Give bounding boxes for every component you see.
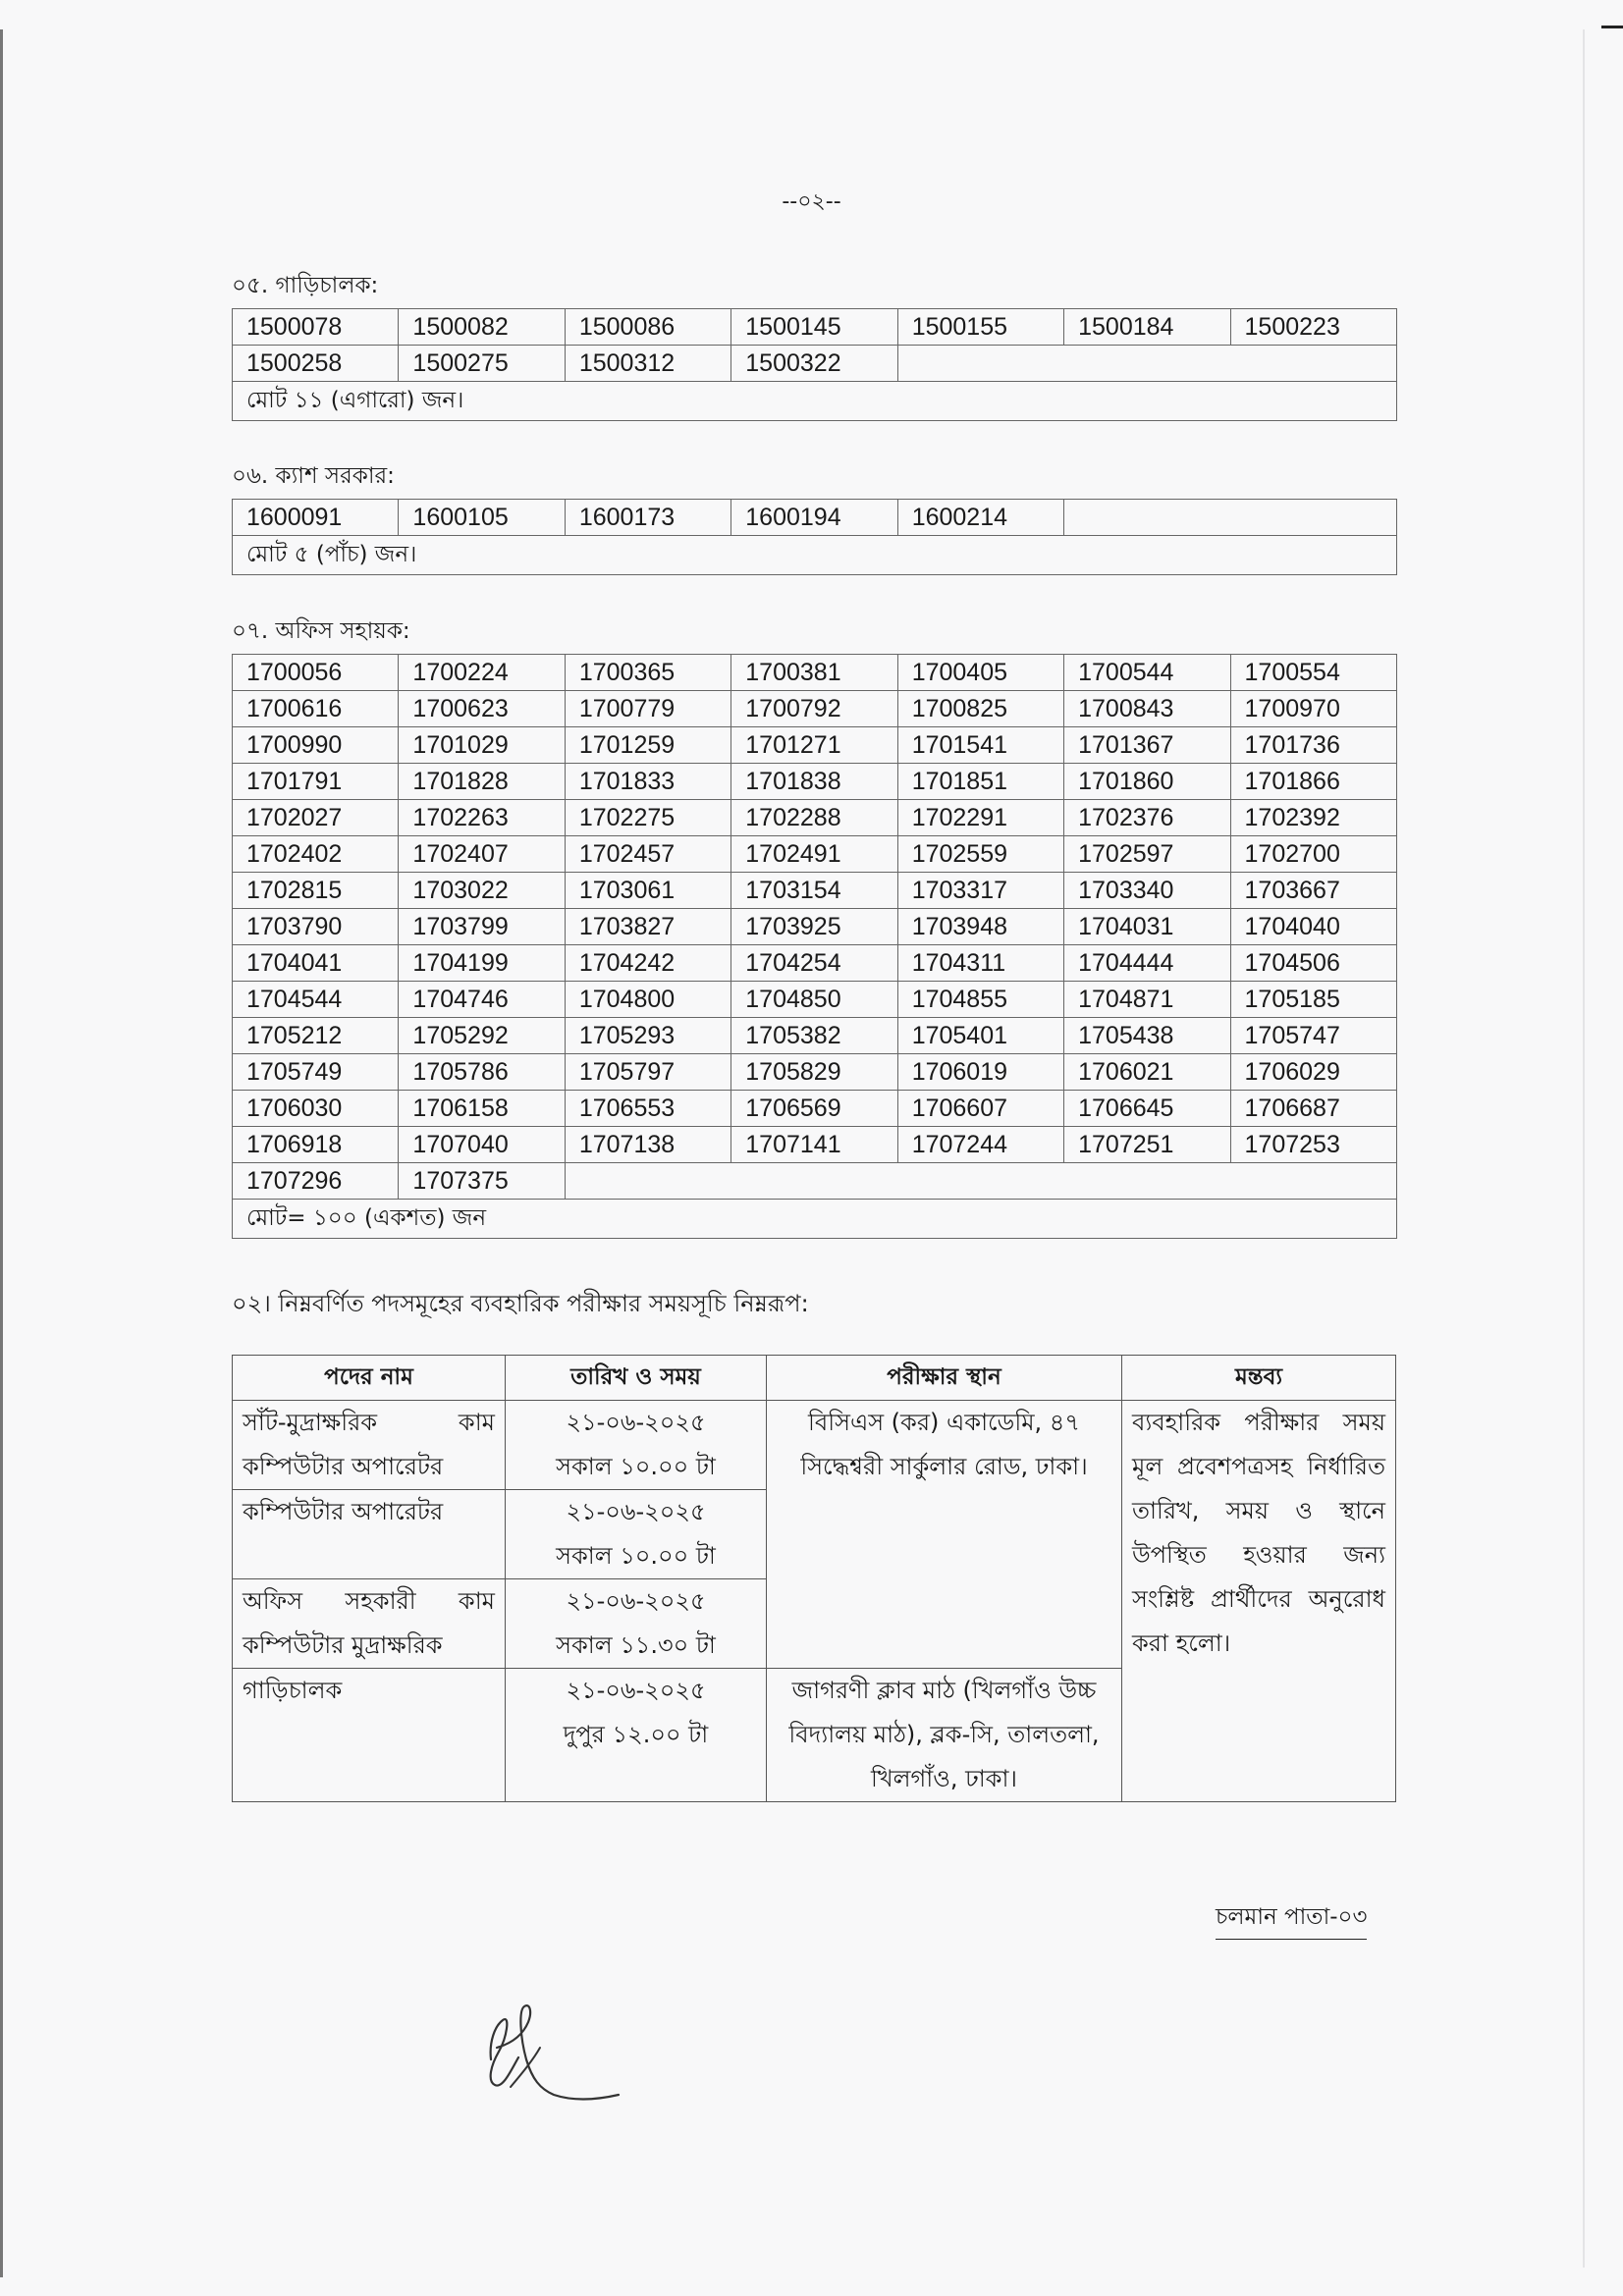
roll-cell: 1706645	[1064, 1091, 1230, 1127]
roll-cell: 1500184	[1064, 309, 1230, 346]
header-remark: মন্তব্য	[1122, 1356, 1396, 1401]
roll-cell: 1706021	[1064, 1054, 1230, 1091]
roll-cell: 1500145	[731, 309, 897, 346]
roll-cell: 1701367	[1064, 727, 1230, 764]
roll-cell: 1701838	[731, 764, 897, 800]
section-total: মোট= ১০০ (একশত) জন	[233, 1200, 1397, 1239]
roll-cell: 1706553	[565, 1091, 730, 1127]
roll-cell: 1705786	[399, 1054, 565, 1091]
table-row	[233, 1401, 1396, 1490]
roll-cell: 1701851	[897, 764, 1063, 800]
roll-cell: 1702407	[399, 836, 565, 873]
roll-cell: 1704544	[233, 982, 399, 1018]
roll-cell: 1705185	[1230, 982, 1396, 1018]
roll-cell: 1704199	[399, 945, 565, 982]
roll-cell: 1500275	[399, 346, 565, 382]
roll-cell: 1701866	[1230, 764, 1396, 800]
roll-cell: 1706687	[1230, 1091, 1396, 1127]
driver-roll-table	[232, 308, 1397, 421]
roll-cell: 1702288	[731, 800, 897, 836]
exam-time: দুপুর ১২.০০ টা	[563, 1721, 709, 1748]
empty-cell	[897, 346, 1396, 382]
roll-cell: 1703317	[897, 873, 1063, 909]
roll-cell: 1706029	[1230, 1054, 1396, 1091]
roll-cell: 1600214	[897, 500, 1063, 536]
roll-cell: 1702457	[565, 836, 730, 873]
roll-cell: 1700554	[1230, 655, 1396, 691]
roll-cell: 1701860	[1064, 764, 1230, 800]
section-title-driver: ০৫. গাড়িচালক:	[232, 273, 379, 298]
roll-cell: 1701736	[1230, 727, 1396, 764]
table-row	[233, 1054, 1397, 1091]
roll-cell: 1700056	[233, 655, 399, 691]
roll-cell: 1703790	[233, 909, 399, 945]
scan-left-edge	[0, 29, 3, 2277]
section-total: মোট ১১ (এগারো) জন।	[233, 382, 1397, 421]
roll-cell: 1704311	[897, 945, 1063, 982]
section-total: মোট ৫ (পাঁচ) জন।	[233, 536, 1397, 575]
post-name: সাঁট-মুদ্রাক্ষরিক কাম কম্পিউটার অপারেটর	[233, 1401, 506, 1490]
exam-time: সকাল ১১.৩০ টা	[556, 1631, 716, 1659]
roll-cell: 1705749	[233, 1054, 399, 1091]
scan-corner-mark	[1601, 26, 1623, 28]
exam-date: ২১-০৬-২০২৫	[566, 1409, 706, 1436]
roll-cell: 1703061	[565, 873, 730, 909]
table-row	[233, 346, 1397, 382]
roll-cell: 1701541	[897, 727, 1063, 764]
table-row	[233, 727, 1397, 764]
schedule-intro: ০২। নিম্নবর্ণিত পদসমূহের ব্যবহারিক পরীক্ষার সময়সূচি নিম্নরূপ:	[232, 1290, 809, 1317]
roll-cell: 1705829	[731, 1054, 897, 1091]
roll-cell: 1704871	[1064, 982, 1230, 1018]
roll-cell: 1702402	[233, 836, 399, 873]
roll-cell: 1706607	[897, 1091, 1063, 1127]
table-row	[233, 382, 1397, 421]
table-row	[233, 536, 1397, 575]
roll-cell: 1701029	[399, 727, 565, 764]
roll-cell: 1700224	[399, 655, 565, 691]
roll-cell: 1705212	[233, 1018, 399, 1054]
roll-cell: 1705747	[1230, 1018, 1396, 1054]
remark-cell: ব্যবহারিক পরীক্ষার সময় মূল প্রবেশপত্রসহ নির্ধারিত তারিখ, সময় ও স্থানে উপস্থিত হওয়ার জন্য সংশ্লিষ্ট প্রার্থীদের অনুরোধ করা হলো।	[1122, 1401, 1396, 1802]
scan-right-edge	[1583, 29, 1585, 2268]
roll-cell: 1700623	[399, 691, 565, 727]
date-time	[506, 1669, 767, 1802]
roll-cell: 1700381	[731, 655, 897, 691]
roll-cell: 1704746	[399, 982, 565, 1018]
table-row	[233, 1200, 1397, 1239]
roll-cell: 1705438	[1064, 1018, 1230, 1054]
exam-date: ২১-০৬-২০২৫	[566, 1587, 706, 1615]
roll-cell: 1703340	[1064, 873, 1230, 909]
roll-cell: 1701259	[565, 727, 730, 764]
roll-cell: 1707296	[233, 1163, 399, 1200]
roll-cell: 1702700	[1230, 836, 1396, 873]
roll-cell: 1705382	[731, 1018, 897, 1054]
roll-cell: 1706158	[399, 1091, 565, 1127]
table-row	[233, 873, 1397, 909]
roll-cell: 1600105	[399, 500, 565, 536]
roll-cell: 1500322	[731, 346, 897, 382]
schedule-table	[232, 1355, 1396, 1802]
header-venue: পরীক্ষার স্থান	[767, 1356, 1122, 1401]
roll-cell: 1702491	[731, 836, 897, 873]
table-row	[233, 1018, 1397, 1054]
roll-cell: 1600173	[565, 500, 730, 536]
header-post: পদের নাম	[233, 1356, 506, 1401]
roll-cell: 1700779	[565, 691, 730, 727]
roll-cell: 1704444	[1064, 945, 1230, 982]
roll-cell: 1704040	[1230, 909, 1396, 945]
date-time	[506, 1490, 767, 1579]
table-row	[233, 1163, 1397, 1200]
date-time	[506, 1579, 767, 1669]
roll-cell: 1707040	[399, 1127, 565, 1163]
roll-cell: 1701833	[565, 764, 730, 800]
table-row	[233, 691, 1397, 727]
roll-cell: 1706019	[897, 1054, 1063, 1091]
empty-cell	[1064, 500, 1397, 536]
roll-cell: 1702027	[233, 800, 399, 836]
roll-cell: 1704031	[1064, 909, 1230, 945]
roll-cell: 1702392	[1230, 800, 1396, 836]
roll-cell: 1700825	[897, 691, 1063, 727]
roll-cell: 1704855	[897, 982, 1063, 1018]
roll-cell: 1500082	[399, 309, 565, 346]
roll-cell: 1500312	[565, 346, 730, 382]
roll-cell: 1703799	[399, 909, 565, 945]
table-row	[233, 945, 1397, 982]
roll-cell: 1707141	[731, 1127, 897, 1163]
signature	[481, 1993, 628, 2110]
roll-cell: 1702559	[897, 836, 1063, 873]
table-row	[233, 764, 1397, 800]
roll-cell: 1702376	[1064, 800, 1230, 836]
post-name: কম্পিউটার অপারেটর	[233, 1490, 506, 1579]
roll-cell: 1707244	[897, 1127, 1063, 1163]
table-row	[233, 1091, 1397, 1127]
roll-cell: 1706030	[233, 1091, 399, 1127]
roll-cell: 1500223	[1230, 309, 1396, 346]
roll-cell: 1700405	[897, 655, 1063, 691]
roll-cell: 1701271	[731, 727, 897, 764]
roll-cell: 1701828	[399, 764, 565, 800]
roll-cell: 1707138	[565, 1127, 730, 1163]
table-row	[233, 836, 1397, 873]
section-title-office-assistant: ০৭. অফিস সহায়ক:	[232, 618, 410, 644]
roll-cell: 1704850	[731, 982, 897, 1018]
exam-time: সকাল ১০.০০ টা	[556, 1542, 716, 1570]
table-row	[233, 909, 1397, 945]
roll-cell: 1702291	[897, 800, 1063, 836]
table-row	[233, 500, 1397, 536]
roll-cell: 1704506	[1230, 945, 1396, 982]
roll-cell: 1700792	[731, 691, 897, 727]
header-date-time: তারিখ ও সময়	[506, 1356, 767, 1401]
roll-cell: 1703022	[399, 873, 565, 909]
exam-date: ২১-০৬-২০২৫	[566, 1677, 706, 1704]
roll-cell: 1703667	[1230, 873, 1396, 909]
roll-cell: 1500258	[233, 346, 399, 382]
roll-cell: 1703948	[897, 909, 1063, 945]
post-name: গাড়িচালক	[233, 1669, 506, 1802]
roll-cell: 1707375	[399, 1163, 565, 1200]
exam-time: সকাল ১০.০০ টা	[556, 1453, 716, 1480]
roll-cell: 1705293	[565, 1018, 730, 1054]
roll-cell: 1707251	[1064, 1127, 1230, 1163]
empty-cell	[565, 1163, 1396, 1200]
roll-cell: 1600091	[233, 500, 399, 536]
roll-cell: 1701791	[233, 764, 399, 800]
roll-cell: 1500078	[233, 309, 399, 346]
venue-cell: জাগরণী ক্লাব মাঠ (খিলগাঁও উচ্চ বিদ্যালয় মাঠ), ব্লক-সি, তালতলা, খিলগাঁও, ঢাকা।	[767, 1669, 1122, 1802]
roll-cell: 1702597	[1064, 836, 1230, 873]
roll-cell: 1703154	[731, 873, 897, 909]
roll-cell: 1703925	[731, 909, 897, 945]
venue-cell: বিসিএস (কর) একাডেমি, ৪৭ সিদ্ধেশ্বরী সার্কুলার রোড, ঢাকা।	[767, 1401, 1122, 1669]
roll-cell: 1500086	[565, 309, 730, 346]
roll-cell: 1704254	[731, 945, 897, 982]
roll-cell: 1700544	[1064, 655, 1230, 691]
table-row	[233, 800, 1397, 836]
post-name: অফিস সহকারী কাম কম্পিউটার মুদ্রাক্ষরিক	[233, 1579, 506, 1669]
roll-cell: 1702815	[233, 873, 399, 909]
cash-sarkar-roll-table	[232, 499, 1397, 575]
roll-cell: 1705292	[399, 1018, 565, 1054]
roll-cell: 1700970	[1230, 691, 1396, 727]
roll-cell: 1702263	[399, 800, 565, 836]
date-time	[506, 1401, 767, 1490]
roll-cell: 1702275	[565, 800, 730, 836]
table-row	[233, 655, 1397, 691]
roll-cell: 1704041	[233, 945, 399, 982]
section-title-cash-sarkar: ০৬. ক্যাশ সরকার:	[232, 463, 395, 489]
schedule-header-row	[233, 1356, 1396, 1401]
roll-cell: 1704800	[565, 982, 730, 1018]
roll-cell: 1705797	[565, 1054, 730, 1091]
roll-cell: 1600194	[731, 500, 897, 536]
table-row	[233, 1127, 1397, 1163]
continued-page-note: চলমান পাতা-০৩	[1216, 1898, 1367, 1940]
roll-cell: 1500155	[897, 309, 1063, 346]
roll-cell: 1703827	[565, 909, 730, 945]
office-assistant-roll-table	[232, 654, 1397, 1239]
roll-cell: 1700365	[565, 655, 730, 691]
roll-cell: 1704242	[565, 945, 730, 982]
table-row	[233, 982, 1397, 1018]
roll-cell: 1706918	[233, 1127, 399, 1163]
roll-cell: 1706569	[731, 1091, 897, 1127]
roll-cell: 1707253	[1230, 1127, 1396, 1163]
roll-cell: 1700616	[233, 691, 399, 727]
table-row	[233, 309, 1397, 346]
roll-cell: 1700990	[233, 727, 399, 764]
roll-cell: 1700843	[1064, 691, 1230, 727]
page-number: --০২--	[782, 189, 841, 214]
roll-cell: 1705401	[897, 1018, 1063, 1054]
exam-date: ২১-০৬-২০২৫	[566, 1498, 706, 1525]
